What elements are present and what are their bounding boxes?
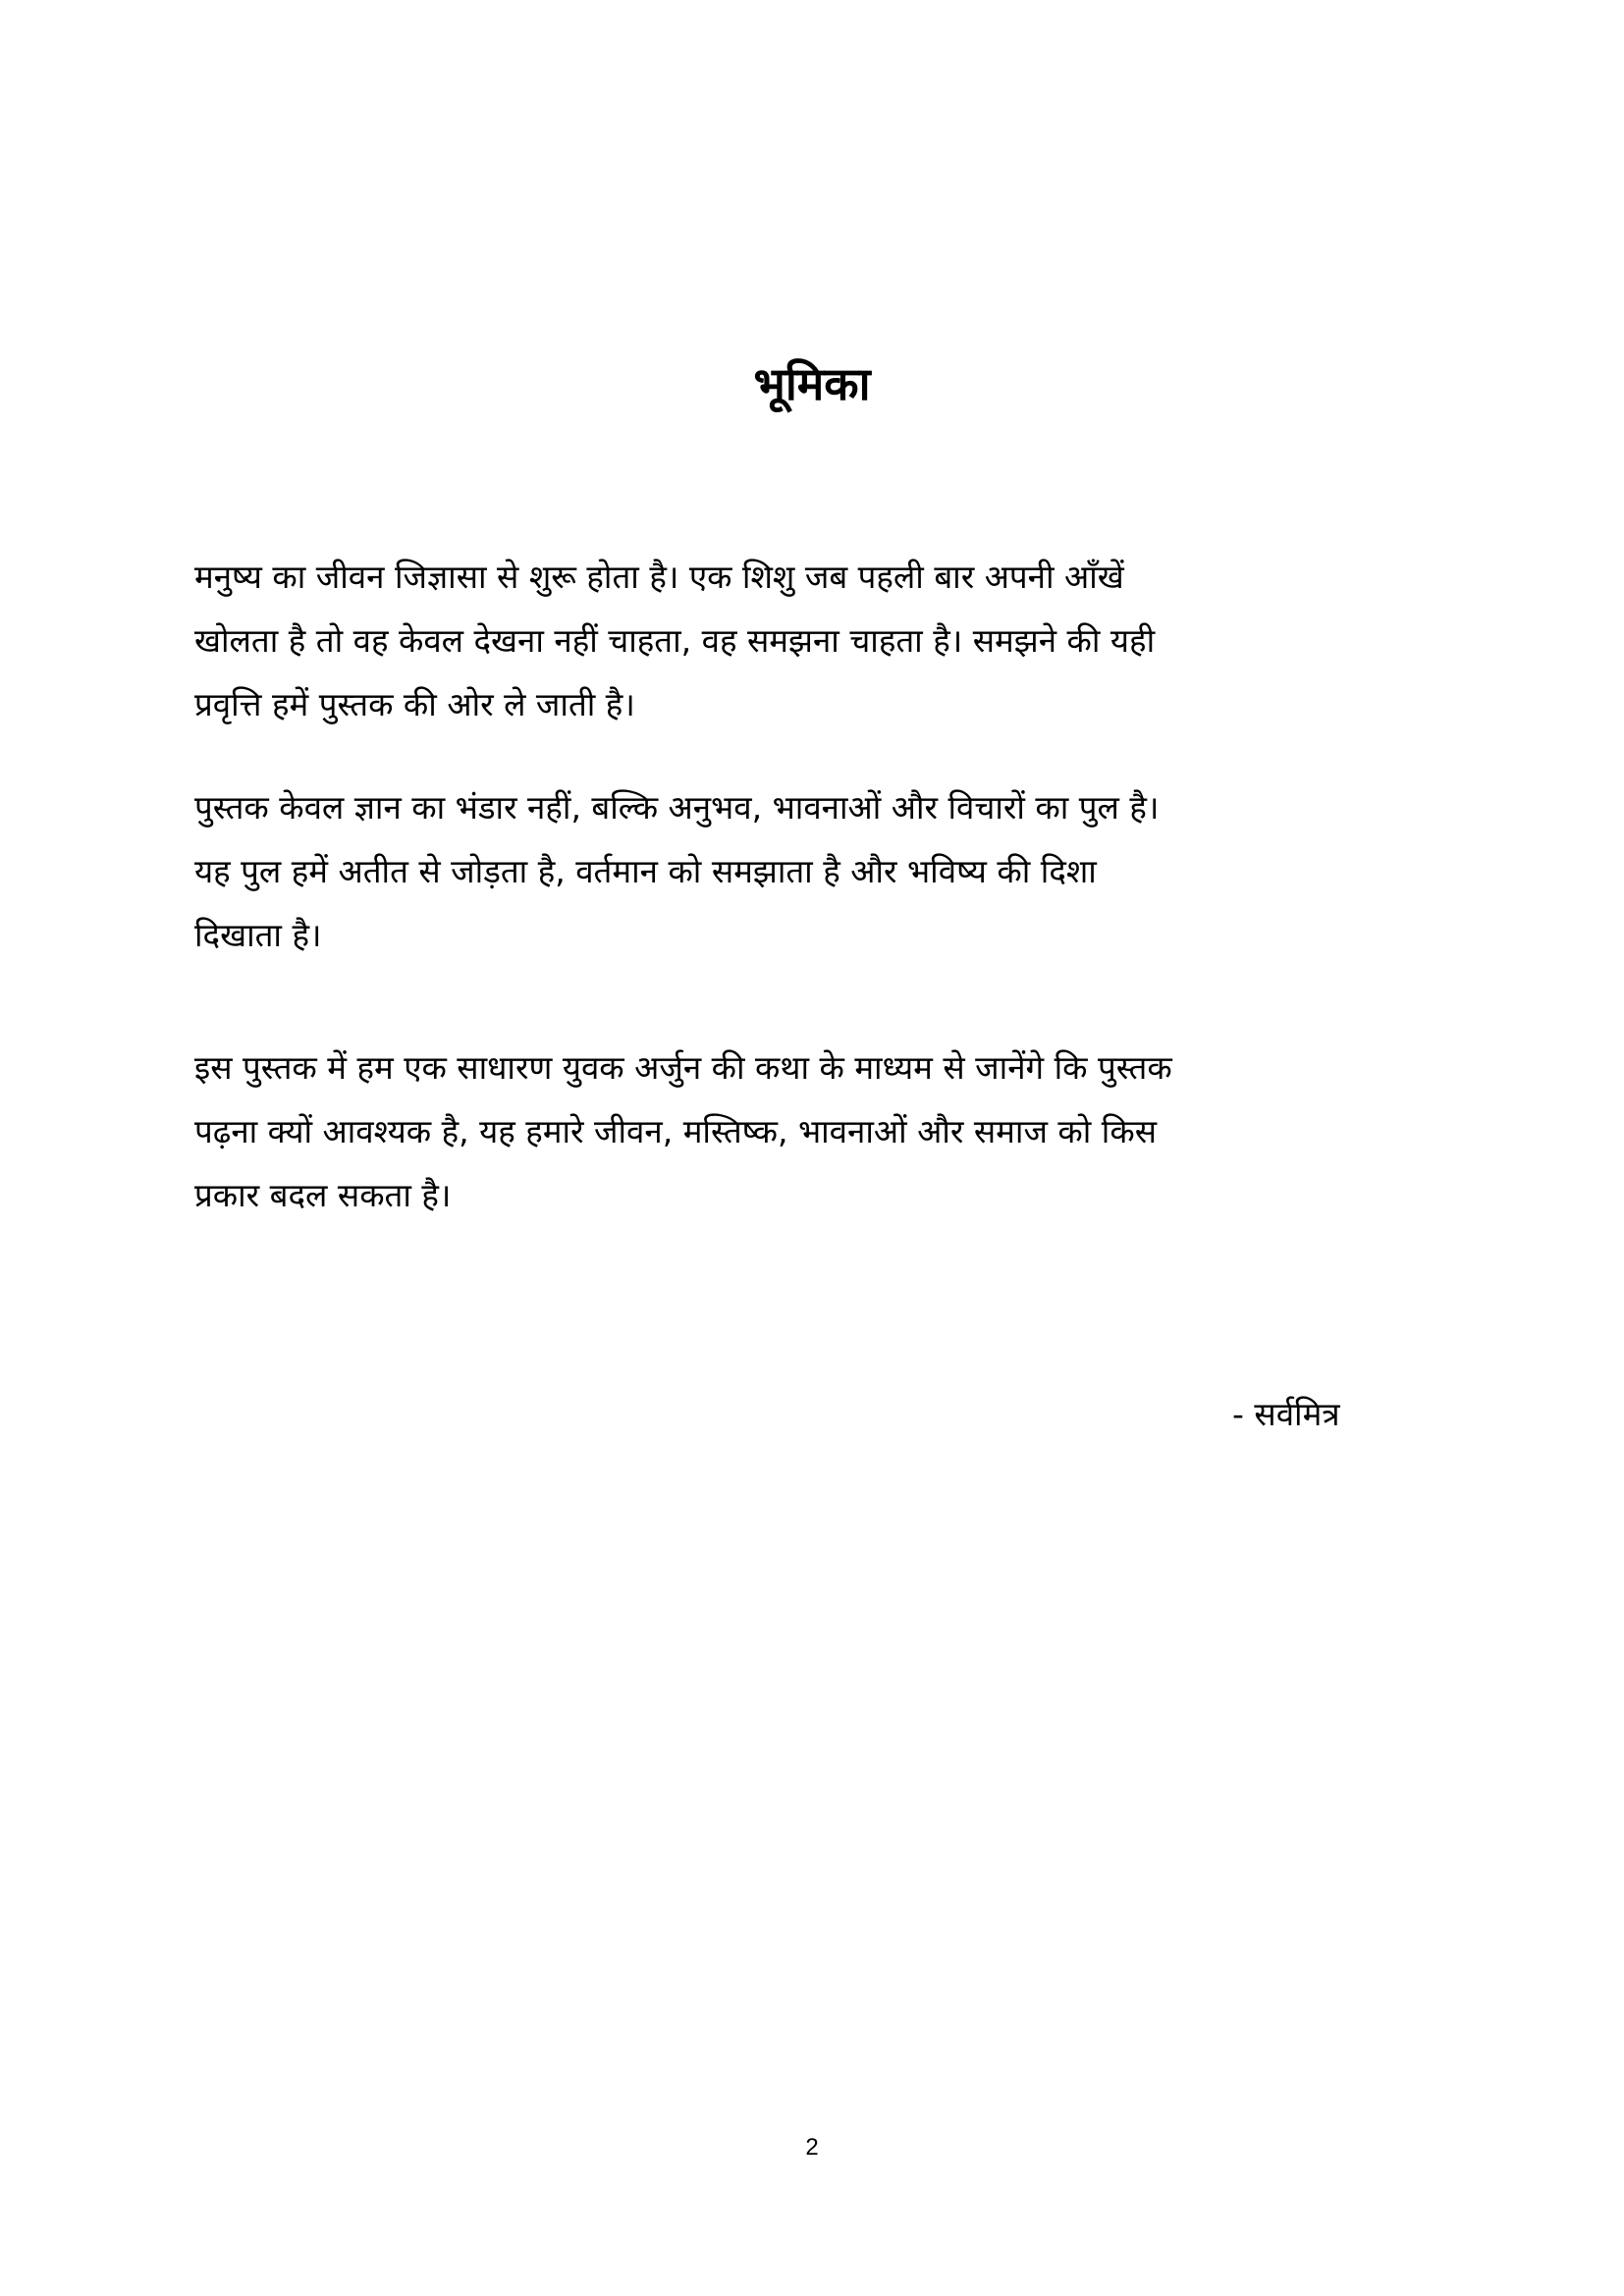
paragraph-line: यह पुल हमें अतीत से जोड़ता है, वर्तमान को समझाता है और भविष्य की दिशा: [194, 852, 1097, 890]
paragraph-line: इस पुस्तक में हम एक साधारण युवक अर्जुन की कथा के माध्यम से जानेंगे कि पुस्तक: [194, 1048, 1172, 1087]
page-number: 2: [805, 2134, 819, 2161]
paragraph-2: [194, 775, 1441, 967]
paragraph-1: [194, 545, 1441, 736]
paragraph-line: दिखाता है।: [194, 916, 322, 954]
paragraph-line: मनुष्य का जीवन जिज्ञासा से शुरू होता है। एक शिशु जब पहली बार अपनी आँखें: [194, 558, 1124, 596]
paragraph-line: पढ़ना क्यों आवश्यक है, यह हमारे जीवन, मस्तिष्क, भावनाओं और समाज को किस: [194, 1112, 1158, 1150]
page-title: भूमिका: [753, 356, 871, 410]
paragraph-line: प्रकार बदल सकता है।: [194, 1176, 452, 1214]
paragraph-line: खोलता है तो वह केवल देखना नहीं चाहता, वह समझना चाहता है। समझने की यही: [194, 621, 1156, 660]
author-signature: - सर्वमित्र: [1232, 1395, 1340, 1433]
paragraph-3: [194, 1036, 1441, 1227]
paragraph-line: प्रवृत्ति हमें पुस्तक की ओर ले जाती है।: [194, 685, 635, 723]
paragraph-line: पुस्तक केवल ज्ञान का भंडार नहीं, बल्कि अनुभव, भावनाओं और विचारों का पुल है।: [194, 788, 1160, 827]
